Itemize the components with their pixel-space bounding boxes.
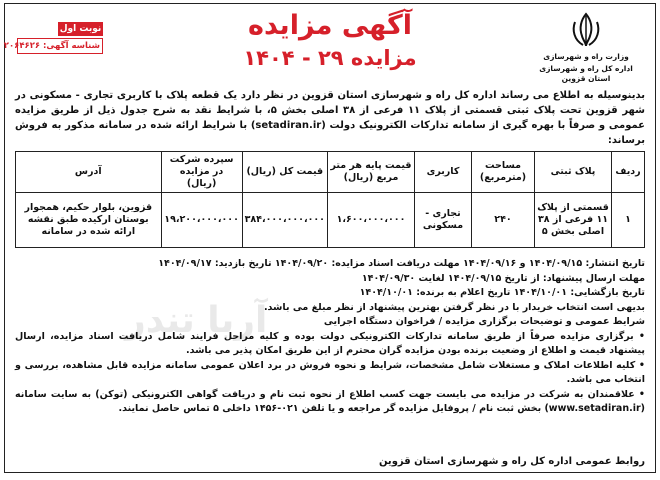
table-header: آدرس (16, 152, 162, 193)
table-header: پلاک ثبتی (535, 152, 612, 193)
table-cell: قزوین، بلوار حکیم، همجوار بوستان ارکیده طبق نقشه ارائه شده در سامانه (16, 193, 162, 248)
round-badge: نوبت اول (59, 24, 102, 34)
notice-header (5, 4, 655, 94)
table-header: کاربری (415, 152, 472, 193)
table-header: قیمت کل (ریال) (242, 152, 327, 193)
conditions-heading: شرایط عمومی و توضیحات برگزاری مزایده / فراخوان دستگاه اجرایی (323, 316, 645, 327)
ad-id-badge: شناسه آگهی: ۲۰۶۴۶۲۶ (17, 38, 103, 54)
badge-block (3, 22, 103, 54)
table-cell: ۱۹،۲۰۰،۰۰۰،۰۰۰ (161, 193, 242, 248)
table-header: ردیف (612, 152, 645, 193)
intro-paragraph: بدینوسیله به اطلاع می رساند اداره کل راه و شهرسازی استان قزوین در نظر دارد یک قطعه پلاک با کاربری تجاری - مسکونی در شهر قزوین تحت پلاک ثبتی قسمتی از پلاک ۱۱ فرعی از ۳۸ اصلی بخش ۵، با شرایط نقد به شرح جدول ذیل از طریق مزایده عمومی و صرفاً با بهره گیری از سامانه تدارکات الکترونیک دولت (setadiran.ir) با شرایط ارائه شده در سامانه مذکور به فروش برساند: (15, 90, 646, 146)
notice-body (15, 257, 645, 417)
table-header: قیمت پایه هر متر مربع (ریال) (328, 152, 415, 193)
table-header: مساحت (مترمربع) (472, 152, 535, 193)
notice-subtitle: مزایده ۲۹ - ۱۴۰۴ (243, 46, 417, 70)
notice-title: آگهی مزایده (248, 10, 412, 41)
publish-dates: تاریخ انتشار: ۱۴۰۴/۰۹/۱۵ و ۱۴۰۴/۰۹/۱۶ مهلت دریافت اسناد مزایده: ۱۴۰۴/۰۹/۲۰ تاریخ بازدید: ۱۴۰۴/۰۹/۱۷ (158, 258, 645, 269)
org-line2: اداره کل راه و شهرسازی استان قزوین (539, 64, 633, 83)
table-cell: ۲۴۰ (472, 193, 535, 248)
condition-item: • برگزاری مزایده صرفاً از طریق سامانه تدارکات الکترونیکی دولت بوده و کلیه مراحل فرایند شامل دریافت اسناد مزایده، ارسال پیشنهاد قیمت و اطلاع از وضعیت برنده بودن مزایده گران محترم از این طریق امکان پذیر می باشد. (15, 330, 645, 356)
org-line1: وزارت راه و شهرسازی (543, 52, 629, 61)
table-cell: ۱،۶۰۰،۰۰۰،۰۰۰ (328, 193, 415, 248)
table-header: سپرده شرکت در مزایده (ریال) (161, 152, 242, 193)
table-row (16, 193, 645, 248)
table-cell: ۳۸۴،۰۰۰،۰۰۰،۰۰۰ (242, 193, 327, 248)
watermark: آریا تندر (125, 300, 268, 341)
selection-note: بدیهی است انتخاب خریدار با در نظر گرفتن بهترین پیشنهاد از نظر مبلغ می باشد. (263, 301, 645, 313)
auction-notice (4, 3, 656, 473)
table-cell: ۱ (612, 193, 645, 248)
table-header-row (16, 152, 645, 193)
public-relations-signature: روابط عمومی اداره کل راه و شهرسازی استان قزوین (378, 456, 645, 467)
submission-deadline: مهلت ارسال پیشنهاد: از تاریخ ۱۴۰۴/۰۹/۱۵ لغایت ۱۴۰۴/۰۹/۳۰ (361, 272, 645, 284)
opening-dates: تاریخ بازگشایی: ۱۴۰۴/۱۰/۰۱ تاریخ اعلام به برنده: ۱۴۰۴/۱۰/۰۱ (359, 287, 645, 298)
table-cell: قسمتی از پلاک ۱۱ فرعی از ۳۸ اصلی بخش ۵ (535, 193, 612, 248)
condition-item: • کلیه اطلاعات املاک و مستغلات شامل مشخصات، شرایط و نحوه فروش در برد اعلان عمومی سامانه مزایده قابل مشاهده، بررسی و انتخاب می باشد. (15, 359, 645, 385)
auction-table (15, 151, 645, 248)
condition-item: • علاقمندان به شرکت در مزایده می بایست جهت کسب اطلاع از نحوه ثبت نام و دریافت گواهی الکترونیکی (توکن) به سایت سامانه (www.setadiran.ir) بخش ثبت نام / پروفایل مزایده گر مراجعه و یا تلفن ۰۲۱-۱۴۵۶ داخلی ۵ تماس حاصل نمایند. (15, 388, 645, 414)
table-cell: تجاری - مسکونی (415, 193, 472, 248)
